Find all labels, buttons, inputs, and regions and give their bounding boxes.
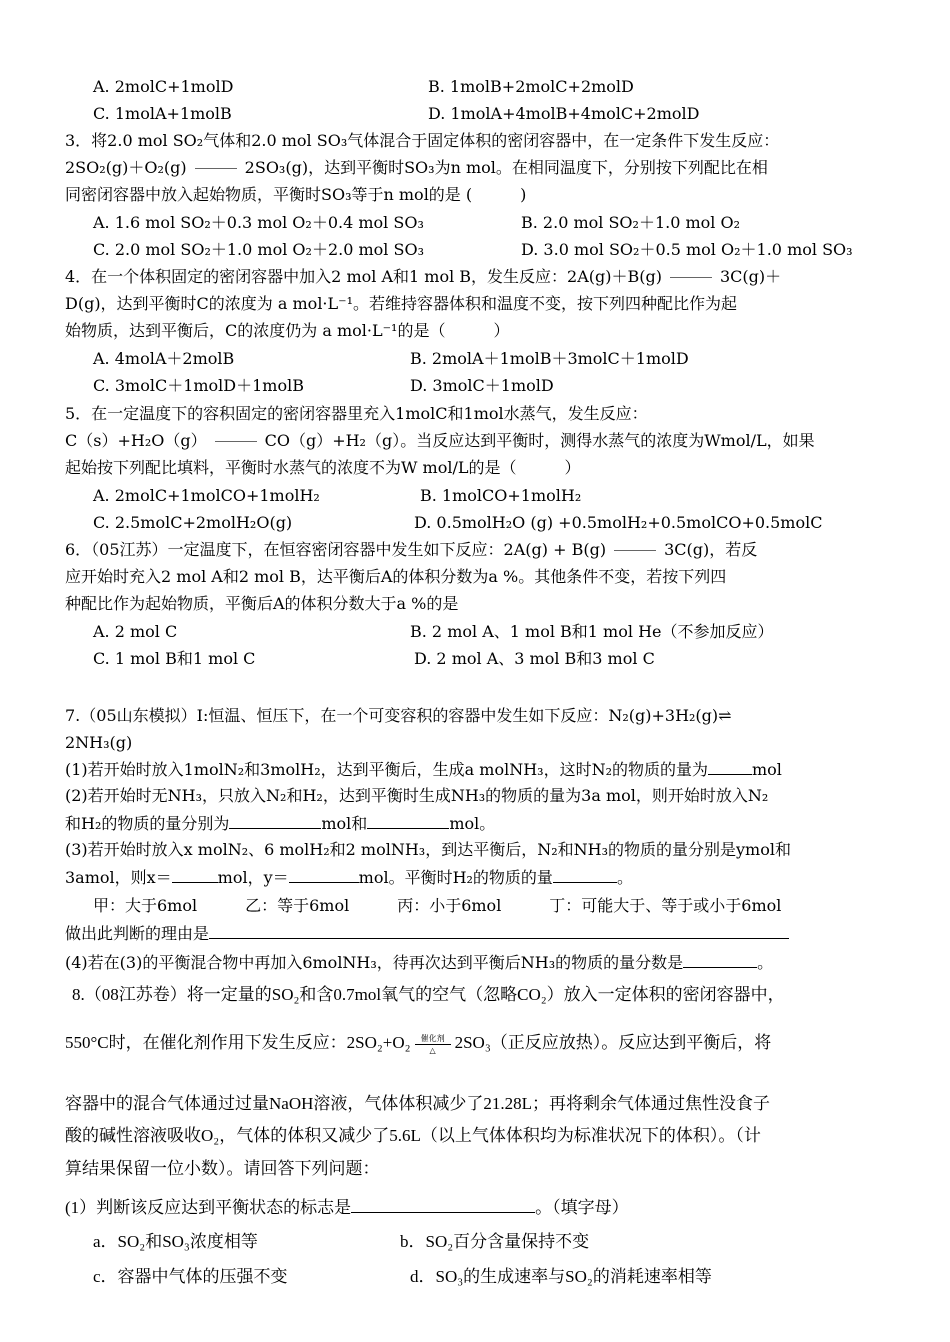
q6-stem-line2: 应开始时充入2 mol A和2 mol B，达平衡后A的体积分数为a %。其他条件不变，若按下列四 — [65, 567, 727, 586]
q4-option-a: A. 4molA＋2molB — [93, 349, 235, 368]
answer-blank[interactable] — [683, 951, 757, 968]
catalyst-label: 催化剂 — [420, 1033, 445, 1043]
q5-stem-line1: 5．在一定温度下的容积固定的密闭容器里充入1molC和1mol水蒸气，发生反应： — [65, 404, 648, 423]
q4-stem-line3: 始物质，达到平衡后，C的浓度仍为 a mol·L⁻¹的是（ ） — [65, 321, 510, 340]
q6-option-c: C. 1 mol B和1 mol C — [93, 649, 256, 668]
q5-option-c: C. 2.5molC+2molH₂O(g) — [93, 513, 293, 532]
q5-option-d: D. 0.5molH₂O (g) +0.5molH₂+0.5molCO+0.5molC — [414, 513, 823, 532]
q5-option-b: B. 1molCO+1molH₂ — [420, 486, 582, 505]
answer-blank[interactable] — [209, 922, 789, 939]
q8-stem-line5: 算结果保留一位小数）。请回答下列问题： — [65, 1159, 380, 1178]
answer-blank[interactable] — [553, 866, 617, 883]
q7-part1 — [65, 758, 782, 781]
q7-reason-label: 做出此判断的理由是 — [65, 924, 210, 943]
q7-part3-end: 。 — [616, 868, 633, 887]
q5-products: CO（g）+H₂（g）。当反应达到平衡时，测得水蒸气的浓度为Wmol/L，如果 — [264, 431, 815, 450]
q7-part1-text: (1)若开始时放入1molN₂和3molH₂，达到平衡后，生成a molNH₃，这时N₂的物质的量为 — [65, 760, 708, 779]
q3-stem-line3: 同密闭容器中放入起始物质，平衡时SO₃等于n mol的是 ( ) — [65, 185, 527, 204]
q7-part2-line2 — [65, 812, 495, 835]
q3-stem-line2 — [65, 157, 768, 179]
answer-blank[interactable] — [367, 812, 449, 829]
reversible-arrow-icon — [191, 164, 241, 174]
q2-option-a: A. 2molC+1molD — [93, 77, 234, 96]
q2-option-d: D. 1molA+4molB+4molC+2molD — [428, 104, 700, 123]
q2-option-c: C. 1molA+1molB — [93, 104, 232, 123]
q7-part2-end: mol。 — [449, 814, 496, 833]
answer-blank[interactable] — [229, 812, 321, 829]
q7-part1-unit: mol — [751, 760, 782, 779]
q8-sub1-end: 。（填字母） — [535, 1198, 629, 1217]
q3-option-c: C. 2.0 mol SO₂＋1.0 mol O₂＋2.0 mol SO₃ — [93, 240, 424, 259]
answer-blank[interactable] — [351, 1196, 535, 1213]
q7-stem-line2: 2NH₃(g) — [65, 733, 133, 752]
q6-option-d: D. 2 mol A、3 mol B和3 mol C — [414, 649, 655, 668]
q3-option-b: B. 2.0 mol SO₂＋1.0 mol O₂ — [521, 213, 741, 232]
q7-part3-line2 — [65, 866, 633, 889]
q4-option-d: D. 3molC＋1molD — [410, 376, 554, 395]
answer-blank[interactable] — [289, 866, 359, 883]
q4-option-b: B. 2molA＋1molB＋3molC＋1molD — [410, 349, 689, 368]
q8-option-c: c．容器中气体的压强不变 — [93, 1267, 288, 1286]
q7-part4-end: 。 — [757, 953, 774, 972]
q7-part3-h2: mol。平衡时H₂的物质的量 — [358, 868, 553, 887]
q8-sub1-text: (1）判断该反应达到平衡状态的标志是 — [65, 1198, 352, 1217]
q3-stem-line1: 3．将2.0 mol SO₂气体和2.0 mol SO₃气体混合于固定体积的密闭容器中，在一定条件下发生反应： — [65, 131, 780, 150]
answer-blank[interactable] — [172, 866, 218, 883]
q6-option-b: B. 2 mol A、1 mol B和1 mol He（不参加反应） — [410, 622, 774, 641]
q3-option-d: D. 3.0 mol SO₂＋0.5 mol O₂＋1.0 mol SO₃ — [521, 240, 853, 259]
q5-stem-line2 — [65, 430, 815, 452]
q8-option-a: a．SO₂和SO₃浓度相等 — [93, 1232, 258, 1251]
q8-reaction-right: 2SO₃（正反应放热）。反应达到平衡后，将 — [454, 1033, 772, 1052]
q7-part3-y: mol，y＝ — [217, 868, 289, 887]
q3-reactants: 2SO₂(g)＋O₂(g) — [65, 158, 187, 177]
q5-option-a: A. 2molC+1molCO+1molH₂ — [93, 486, 320, 505]
q8-stem-line2 — [65, 1032, 771, 1055]
q3-option-a: A. 1.6 mol SO₂＋0.3 mol O₂＋0.4 mol SO₃ — [93, 213, 424, 232]
q7-stem-line1: 7.（05山东模拟）Ⅰ:恒温、恒压下，在一个可变容积的容器中发生如下反应：N₂(g)+3H₂(g)⇌ — [65, 706, 732, 725]
q6-option-a: A. 2 mol C — [93, 622, 178, 641]
reversible-arrow-icon — [211, 437, 261, 447]
q7-part3-line1: (3)若开始时放入x molN₂、6 molH₂和2 molNH₃，到达平衡后，N₂和NH₃的物质的量分别是ymol和 — [65, 840, 791, 859]
q8-option-d: d．SO₃的生成速率与SO₂的消耗速率相等 — [410, 1267, 712, 1286]
q4-reaction-left: 4．在一个体积固定的密闭容器中加入2 mol A和1 mol B，发生反应：2A(g)＋B(g) — [65, 267, 662, 286]
q5-reactants: C（s）+H₂O（g） — [65, 431, 207, 450]
q6-stem-line3: 种配比作为起始物质，平衡后A的体积分数大于a %的是 — [65, 594, 459, 613]
q6-reaction-left: 6．（05江苏）一定温度下，在恒容密闭容器中发生如下反应：2A(g) + B(g) — [65, 540, 607, 559]
q7-part2-text: 和H₂的物质的量分别为 — [65, 814, 230, 833]
q4-stem-line2: D(g)，达到平衡时C的浓度为 a mol·L⁻¹。若维持容器体积和温度不变，按下列四种配比作为起 — [65, 294, 738, 313]
q7-part2-mid: mol和 — [321, 814, 368, 833]
q8-stem-line1: 8.（08江苏卷）将一定量的SO₂和含0.7mol氧气的空气（忽略CO₂）放入一定体积的密闭容器中， — [72, 985, 785, 1004]
heat-symbol: △ — [429, 1045, 436, 1055]
q7-reason — [65, 922, 789, 945]
q7-part4 — [65, 951, 773, 974]
answer-blank[interactable] — [708, 758, 752, 775]
q6-reaction-right: 3C(g)，若反 — [664, 540, 758, 559]
q4-option-c: C. 3molC＋1molD＋1molB — [93, 376, 304, 395]
q4-reaction-right: 3C(g)＋ — [720, 267, 782, 286]
q8-reaction-left: 550°C时，在催化剂作用下发生反应：2SO₂+O₂ — [65, 1033, 411, 1052]
q7-part3-x: 3amol，则x＝ — [65, 868, 172, 887]
q7-part2-line1: (2)若开始时无NH₃，只放入N₂和H₂，达到平衡时生成NH₃的物质的量为3a mol，则开始时放入N₂ — [65, 786, 769, 805]
q8-sub1 — [65, 1196, 629, 1219]
q8-option-b: b．SO₂百分含量保持不变 — [400, 1232, 590, 1251]
catalyst-arrow-icon — [415, 1034, 451, 1055]
q7-part4-text: (4)若在(3)的平衡混合物中再加入6molNH₃，待再次达到平衡后NH₃的物质的量分数是 — [65, 953, 684, 972]
q2-option-b: B. 1molB+2molC+2molD — [428, 77, 634, 96]
reversible-arrow-icon — [666, 273, 716, 283]
q4-stem-line1 — [65, 266, 781, 288]
q8-stem-line4: 酸的碱性溶液吸收O₂，气体的体积又减少了5.6L（以上气体体积均为标准状况下的体积）。（计 — [65, 1126, 761, 1145]
reversible-arrow-icon — [610, 546, 660, 556]
q7-choices: 甲：大于6mol 乙：等于6mol 丙：小于6mol 丁：可能大于、等于或小于6mol — [93, 896, 782, 915]
q5-stem-line3: 起始按下列配比填料，平衡时水蒸气的浓度不为W mol/L的是（ ） — [65, 458, 581, 477]
q3-products: 2SO₃(g)，达到平衡时SO₃为n mol。在相同温度下，分别按下列配比在相 — [244, 158, 768, 177]
q8-stem-line3: 容器中的混合气体通过过量NaOH溶液，气体体积减少了21.28L；再将剩余气体通过焦性没食子 — [65, 1094, 771, 1113]
q6-stem-line1 — [65, 539, 757, 561]
